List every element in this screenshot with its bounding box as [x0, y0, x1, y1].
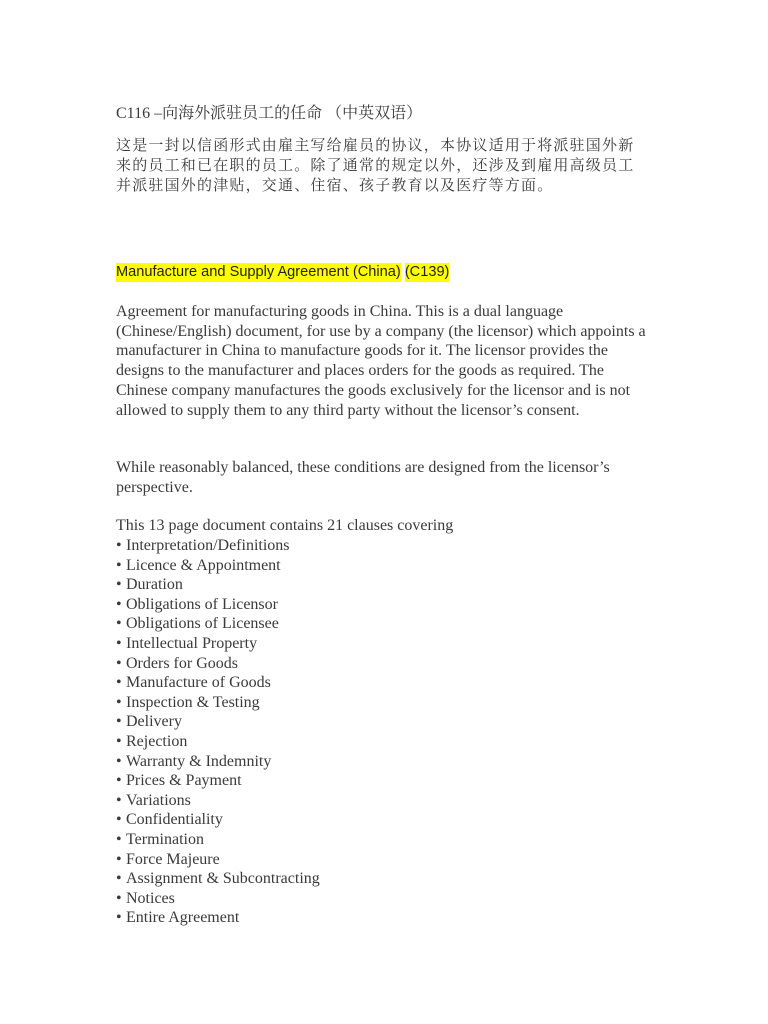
clause-label: Licence & Appointment — [126, 556, 281, 574]
bullet-icon: • — [116, 850, 122, 868]
bullet-icon: • — [116, 889, 122, 907]
clause-label: Warranty & Indemnity — [126, 752, 272, 770]
bullet-icon: • — [116, 693, 122, 711]
bullet-icon: • — [116, 811, 122, 829]
list-item — [116, 634, 320, 654]
list-item — [116, 771, 320, 791]
list-item — [116, 810, 320, 830]
list-item — [116, 556, 320, 576]
clause-label: Confidentiality — [126, 811, 223, 829]
clause-label: Notices — [126, 889, 175, 907]
clause-label: Termination — [126, 830, 204, 848]
list-item — [116, 614, 320, 634]
bullet-icon: • — [116, 674, 122, 692]
clause-label: Inspection & Testing — [126, 693, 260, 711]
clause-label: Delivery — [126, 713, 182, 731]
list-item — [116, 595, 320, 615]
list-item — [116, 752, 320, 772]
clause-label: Intellectual Property — [126, 634, 258, 652]
list-item — [116, 673, 320, 693]
clauses-intro: This 13 page document contains 21 clauses covering — [116, 517, 454, 534]
c139-heading — [116, 262, 449, 282]
clause-label: Entire Agreement — [126, 909, 240, 927]
bullet-icon: • — [116, 791, 122, 809]
c139-heading-code: (C139) — [404, 264, 450, 280]
clause-label: Obligations of Licensee — [126, 615, 279, 633]
clause-label: Manufacture of Goods — [126, 674, 271, 692]
list-item — [116, 536, 320, 556]
list-item — [116, 869, 320, 889]
bullet-icon: • — [116, 556, 122, 574]
c139-paragraph-2: While reasonably balanced, these conditions are designed from the licensor’s perspective. — [116, 459, 610, 496]
clause-label: Force Majeure — [126, 850, 220, 868]
c116-title: C116 –向海外派驻员工的任命 （中英双语） — [116, 105, 423, 122]
list-item — [116, 850, 320, 870]
bullet-icon: • — [116, 772, 122, 790]
bullet-icon: • — [116, 537, 122, 554]
clauses-list — [116, 536, 320, 928]
list-item — [116, 575, 320, 595]
bullet-icon: • — [116, 595, 122, 613]
c139-paragraph-1: Agreement for manufacturing goods in China. This is a dual language (Chinese/English) document, for use by a company (the licensor) which appoints a manufacturer in China to manufacture goods for it. The licensor provides the designs to the manufacturer and places orders for the goods as required. The Chinese company manufactures the goods exclusively for the licensor and is not allowed to supply them to any third party without the licensor’s consent. — [116, 303, 646, 419]
list-item — [116, 712, 320, 732]
clause-label: Variations — [126, 791, 191, 809]
bullet-icon: • — [116, 634, 122, 652]
clause-label: Obligations of Licensor — [126, 595, 278, 613]
list-item — [116, 889, 320, 909]
bullet-icon: • — [116, 732, 122, 750]
list-item — [116, 791, 320, 811]
list-item — [116, 732, 320, 752]
c116-description: 这是一封以信函形式由雇主写给雇员的协议，本协议适用于将派驻国外新来的员工和已在职的员工。除了通常的规定以外，还涉及到雇用高级员工并派驻国外的津贴，交通、住宿、孩子教育以及医疗等方面。 — [116, 138, 635, 194]
clause-label: Prices & Payment — [126, 772, 242, 790]
list-item — [116, 908, 320, 928]
clause-label: Orders for Goods — [126, 654, 238, 672]
bullet-icon: • — [116, 713, 122, 731]
bullet-icon: • — [116, 752, 122, 770]
list-item — [116, 654, 320, 674]
bullet-icon: • — [116, 576, 122, 594]
clause-label: Interpretation/Definitions — [126, 537, 290, 554]
c139-heading-highlighted: Manufacture and Supply Agreement (China) — [116, 264, 401, 280]
clause-label: Rejection — [126, 732, 188, 750]
bullet-icon: • — [116, 654, 122, 672]
bullet-icon: • — [116, 615, 122, 633]
bullet-icon: • — [116, 909, 122, 927]
bullet-icon: • — [116, 870, 122, 888]
bullet-icon: • — [116, 830, 122, 848]
list-item — [116, 693, 320, 713]
clause-label: Assignment & Subcontracting — [126, 870, 320, 888]
list-item — [116, 830, 320, 850]
clause-label: Duration — [126, 576, 183, 594]
